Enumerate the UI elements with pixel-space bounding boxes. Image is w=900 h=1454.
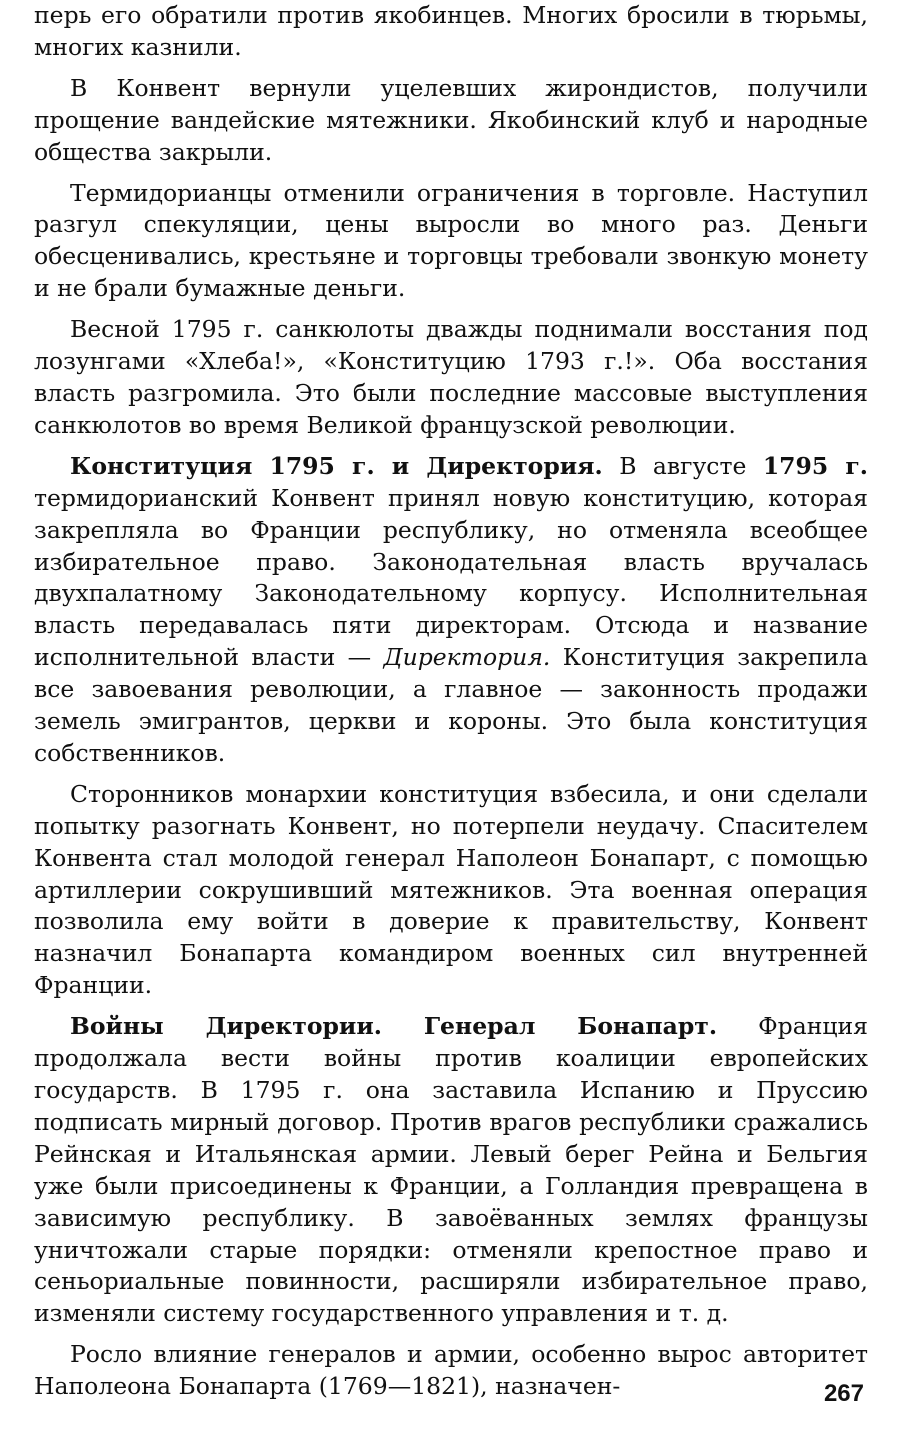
paragraph-5-text-before: В августе — [602, 451, 763, 480]
section-heading-wars: Войны Директории. Генерал Бонапарт. — [70, 1012, 718, 1041]
paragraph-2-text: В Конвент вернули уцелевших жирондистов, получили прощение вандейские мятежники. Якобинский клуб и народные общества закрыли. — [34, 73, 868, 166]
paragraph-wars-directory — [34, 1011, 868, 1330]
paragraph-3-text: Термидорианцы отменили ограничения в торговле. Наступил разгул спекуляции, цены выросли во много раз. Деньги обесценивались, крестьяне и торговцы требовали звонкую монету и не брали бумажные деньги. — [34, 178, 868, 303]
document-page — [34, 0, 868, 1412]
inline-bold-date: 1795 г. — [762, 451, 868, 480]
paragraph-2 — [34, 73, 868, 169]
paragraph-6 — [34, 779, 868, 1002]
paragraph-5-text-mid: термидорианский Конвент принял новую конституцию, которая закрепляла во Франции республику, но отменяла всеобщее избирательное право. Законодательная власть вручалась двухпалатному Законодательному корпусу. Исполнительная власть передавалась пяти директорам. Отсюда и название исполнительной власти — — [34, 483, 868, 672]
paragraph-4-text: Весной 1795 г. санкюлоты дважды поднимали восстания под лозунгами «Хлеба!», «Конституцию 1793 г.!». Оба восстания власть разгромила. Это были последние массовые выступления санкюлотов во время Великой французской революции. — [34, 315, 868, 439]
paragraph-1-text: перь его обратили против якобинцев. Многих бросили в тюрьмы, многих казнили. — [34, 1, 868, 61]
paragraph-8-text: Росло влияние генералов и армии, особенно вырос авторитет Наполеона Бонапарта (1769—1821), назначен- — [34, 1340, 868, 1401]
paragraph-1 — [34, 0, 868, 64]
paragraph-4 — [34, 314, 868, 442]
italic-term-directory: Директория. — [383, 643, 551, 672]
paragraph-constitution-1795 — [34, 451, 868, 770]
paragraph-8 — [34, 1339, 868, 1403]
page-number: 267 — [823, 1380, 864, 1407]
paragraph-7-text: Франция продолжала вести войны против коалиции европейских государств. В 1795 г. она заставила Испанию и Пруссию подписать мирный договор. Против врагов республики сражались Рейнская и Итальянская армии. Левый берег Рейна и Бельгия уже были присоединены к Франции, а Голландия превращена в зависимую республику. В завоёванных землях французы уничтожали старые порядки: отменяли крепостное право и сеньориальные повинности, расширяли избирательное право, изменяли систему государственного управления и т. д. — [34, 1012, 869, 1328]
section-heading-constitution: Конституция 1795 г. и Директория. — [70, 451, 603, 480]
paragraph-3 — [34, 178, 868, 306]
paragraph-6-text: Сторонников монархии конституция взбесила, и они сделали попытку разогнать Конвент, но потерпели неудачу. Спасителем Конвента стал молодой генерал Наполеон Бонапарт, с помощью артиллерии сокрушивший мятежников. Эта военная операция позволила ему войти в доверие к правительству, Конвент назначил Бонапарта командиром военных сил внутренней Франции. — [34, 779, 868, 1000]
paragraph-5-text-after: Конституция закрепила все завоевания революции, а главное — законность продажи земель эмигрантов, церкви и короны. Это была конституция собственников. — [34, 643, 868, 767]
